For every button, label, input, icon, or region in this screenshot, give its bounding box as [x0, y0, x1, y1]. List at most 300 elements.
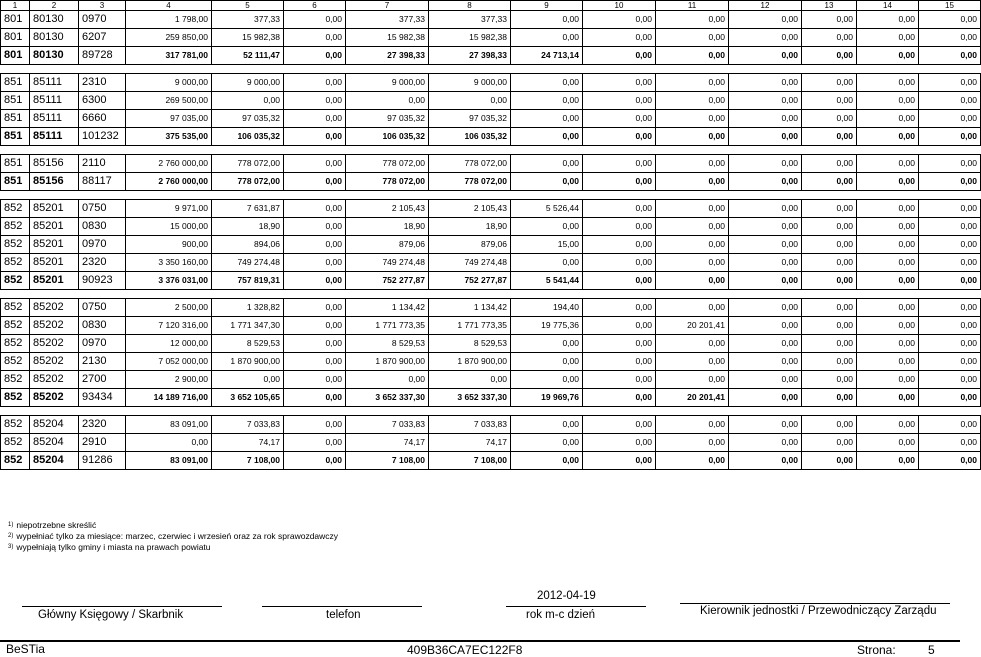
table-cell: 20 201,41 — [656, 389, 729, 407]
table-cell: 0,00 — [802, 317, 857, 335]
table-cell: 0,00 — [212, 371, 284, 389]
table-cell: 0,00 — [284, 299, 346, 317]
table-cell: 0,00 — [729, 236, 802, 254]
table-cell: 106 035,32 — [429, 128, 511, 146]
table-cell: 0,00 — [284, 236, 346, 254]
section-gap — [1, 191, 981, 200]
table-cell: 0,00 — [919, 47, 981, 65]
table-cell: 0,00 — [729, 200, 802, 218]
table-cell: 852 — [1, 452, 30, 470]
table-cell: 0,00 — [857, 299, 919, 317]
section-gap-cell — [1, 65, 981, 74]
table-cell: 0,00 — [802, 11, 857, 29]
table-cell: 0,00 — [583, 128, 656, 146]
table-cell: 0,00 — [511, 110, 583, 128]
table-cell: 9 000,00 — [346, 74, 429, 92]
table-cell: 0,00 — [583, 416, 656, 434]
table-cell: 0,00 — [802, 155, 857, 173]
table-cell: 24 713,14 — [511, 47, 583, 65]
phone-label: telefon — [326, 609, 361, 621]
table-cell: 0,00 — [802, 389, 857, 407]
table-row — [1, 29, 981, 47]
table-cell: 749 274,48 — [429, 254, 511, 272]
table-cell: 85202 — [30, 317, 79, 335]
table-cell: 0,00 — [656, 416, 729, 434]
table-cell: 377,33 — [429, 11, 511, 29]
table-cell: 377,33 — [346, 11, 429, 29]
table-row — [1, 371, 981, 389]
table-cell: 52 111,47 — [212, 47, 284, 65]
column-number: 6 — [284, 1, 346, 11]
table-cell: 0970 — [79, 11, 126, 29]
table-cell: 0,00 — [729, 218, 802, 236]
table-cell: 194,40 — [511, 299, 583, 317]
table-cell: 851 — [1, 155, 30, 173]
table-cell: 0,00 — [511, 128, 583, 146]
table-cell: 0,00 — [919, 299, 981, 317]
table-total-row — [1, 452, 981, 470]
table-cell: 0,00 — [857, 29, 919, 47]
table-cell: 0,00 — [583, 200, 656, 218]
table-cell: 3 652 337,30 — [346, 389, 429, 407]
table-cell: 749 274,48 — [346, 254, 429, 272]
table-cell: 0,00 — [729, 47, 802, 65]
table-cell: 0,00 — [919, 155, 981, 173]
table-cell: 97 035,00 — [126, 110, 212, 128]
table-cell: 0,00 — [583, 236, 656, 254]
table-cell: 0,00 — [284, 218, 346, 236]
table-cell: 0,00 — [583, 110, 656, 128]
table-cell: 0,00 — [729, 173, 802, 191]
column-number: 12 — [729, 1, 802, 11]
column-number: 10 — [583, 1, 656, 11]
table-cell: 0,00 — [802, 335, 857, 353]
table-cell: 0,00 — [857, 389, 919, 407]
table-cell: 757 819,31 — [212, 272, 284, 290]
table-cell: 0,00 — [284, 452, 346, 470]
column-number-row — [1, 1, 981, 11]
table-cell: 0,00 — [802, 371, 857, 389]
table-cell: 0,00 — [802, 200, 857, 218]
table-cell: 852 — [1, 353, 30, 371]
table-cell: 27 398,33 — [346, 47, 429, 65]
table-cell: 0,00 — [511, 218, 583, 236]
table-cell: 0,00 — [919, 353, 981, 371]
footnotes — [8, 520, 338, 553]
table-cell: 2320 — [79, 416, 126, 434]
table-cell: 19 775,36 — [511, 317, 583, 335]
table-cell: 0,00 — [212, 92, 284, 110]
table-cell: 0,00 — [583, 254, 656, 272]
table-cell: 0,00 — [583, 92, 656, 110]
table-cell: 852 — [1, 200, 30, 218]
column-number: 4 — [126, 1, 212, 11]
table-cell: 0,00 — [656, 272, 729, 290]
table-cell: 85201 — [30, 218, 79, 236]
table-cell: 85202 — [30, 371, 79, 389]
table-cell: 0,00 — [284, 353, 346, 371]
table-cell: 0,00 — [284, 155, 346, 173]
table-cell: 0,00 — [919, 74, 981, 92]
table-cell: 0,00 — [284, 128, 346, 146]
table-cell: 2310 — [79, 74, 126, 92]
table-cell: 0,00 — [857, 254, 919, 272]
table-cell: 85201 — [30, 254, 79, 272]
table-cell: 0,00 — [802, 299, 857, 317]
table-cell: 0,00 — [729, 272, 802, 290]
table-cell: 0,00 — [802, 74, 857, 92]
table-cell: 0,00 — [346, 92, 429, 110]
table-total-row — [1, 47, 981, 65]
table-cell: 0,00 — [919, 272, 981, 290]
table-cell: 0,00 — [346, 371, 429, 389]
table-cell: 0,00 — [284, 317, 346, 335]
table-cell: 852 — [1, 335, 30, 353]
table-cell: 0,00 — [919, 452, 981, 470]
table-cell: 1 870 900,00 — [212, 353, 284, 371]
table-cell: 85156 — [30, 173, 79, 191]
table-cell: 778 072,00 — [346, 155, 429, 173]
table-row — [1, 416, 981, 434]
table-cell: 85201 — [30, 236, 79, 254]
table-cell: 0,00 — [919, 335, 981, 353]
table-cell: 1 134,42 — [346, 299, 429, 317]
table-cell: 0,00 — [656, 371, 729, 389]
table-row — [1, 353, 981, 371]
table-cell: 3 652 105,65 — [212, 389, 284, 407]
table-row — [1, 200, 981, 218]
table-cell: 900,00 — [126, 236, 212, 254]
table-cell: 106 035,32 — [346, 128, 429, 146]
table-cell: 5 541,44 — [511, 272, 583, 290]
footnote-2: $^{2)}$ wypełniać tylko za miesiące: marzec, czerwiec i wrzesień oraz za rok sprawozdawczy — [8, 531, 339, 541]
table-cell: 894,06 — [212, 236, 284, 254]
table-cell: 0,00 — [656, 200, 729, 218]
table-cell: 0,00 — [429, 371, 511, 389]
table-cell: 0,00 — [511, 155, 583, 173]
table-cell: 0,00 — [284, 29, 346, 47]
table-cell: 0,00 — [284, 47, 346, 65]
table-cell: 879,06 — [429, 236, 511, 254]
table-cell: 85111 — [30, 74, 79, 92]
table-cell: 778 072,00 — [346, 173, 429, 191]
table-cell: 0,00 — [511, 11, 583, 29]
table-cell: 0,00 — [583, 353, 656, 371]
table-cell: 0,00 — [729, 11, 802, 29]
table-cell: 0,00 — [857, 218, 919, 236]
table-cell: 851 — [1, 128, 30, 146]
table-cell: 778 072,00 — [212, 155, 284, 173]
section-gap — [1, 407, 981, 416]
table-cell: 0,00 — [802, 236, 857, 254]
table-cell: 0,00 — [511, 335, 583, 353]
table-cell: 852 — [1, 416, 30, 434]
table-cell: 317 781,00 — [126, 47, 212, 65]
table-cell: 0,00 — [583, 272, 656, 290]
table-cell: 749 274,48 — [212, 254, 284, 272]
table-cell: 2 760 000,00 — [126, 173, 212, 191]
table-cell: 0970 — [79, 236, 126, 254]
table-cell: 852 — [1, 434, 30, 452]
table-cell: 0,00 — [511, 416, 583, 434]
column-number: 7 — [346, 1, 429, 11]
table-total-row — [1, 128, 981, 146]
table-cell: 259 850,00 — [126, 29, 212, 47]
table-cell: 0,00 — [284, 110, 346, 128]
table-cell: 0,00 — [511, 74, 583, 92]
table-cell: 2110 — [79, 155, 126, 173]
table-cell: 7 108,00 — [429, 452, 511, 470]
table-cell: 7 108,00 — [346, 452, 429, 470]
table-cell: 0,00 — [284, 389, 346, 407]
table-cell: 93434 — [79, 389, 126, 407]
table-cell: 19 969,76 — [511, 389, 583, 407]
table-cell: 0,00 — [656, 74, 729, 92]
table-cell: 7 052 000,00 — [126, 353, 212, 371]
table-cell: 0,00 — [284, 92, 346, 110]
table-cell: 85202 — [30, 335, 79, 353]
app-name: BeSTia — [6, 642, 45, 656]
table-cell: 0,00 — [511, 173, 583, 191]
table-cell: 0,00 — [656, 155, 729, 173]
table-cell: 8 529,53 — [212, 335, 284, 353]
table-cell: 0,00 — [583, 434, 656, 452]
table-cell: 852 — [1, 371, 30, 389]
table-cell: 9 000,00 — [429, 74, 511, 92]
table-cell: 0,00 — [857, 416, 919, 434]
table-cell: 0,00 — [284, 173, 346, 191]
table-cell: 269 500,00 — [126, 92, 212, 110]
table-cell: 0,00 — [857, 335, 919, 353]
column-number: 2 — [30, 1, 79, 11]
table-cell: 85156 — [30, 155, 79, 173]
table-cell: 0,00 — [919, 173, 981, 191]
table-cell: 0,00 — [284, 416, 346, 434]
table-cell: 2700 — [79, 371, 126, 389]
table-cell: 0,00 — [729, 434, 802, 452]
table-cell: 0,00 — [656, 173, 729, 191]
column-number: 8 — [429, 1, 511, 11]
table-cell: 0,00 — [919, 317, 981, 335]
table-cell: 852 — [1, 299, 30, 317]
table-cell: 7 033,83 — [212, 416, 284, 434]
head-signature-label: Kierownik jednostki / Przewodniczący Zarządu — [700, 605, 937, 617]
table-cell: 90923 — [79, 272, 126, 290]
table-cell: 9 000,00 — [126, 74, 212, 92]
table-cell: 0,00 — [857, 200, 919, 218]
table-cell: 8 529,53 — [346, 335, 429, 353]
table-cell: 0,00 — [802, 29, 857, 47]
table-cell: 89728 — [79, 47, 126, 65]
page-label: Strona: — [857, 643, 896, 657]
table-cell: 0,00 — [729, 128, 802, 146]
table-cell: 752 277,87 — [346, 272, 429, 290]
table-cell: 8 529,53 — [429, 335, 511, 353]
table-cell: 0,00 — [583, 155, 656, 173]
table-cell: 0,00 — [583, 389, 656, 407]
table-cell: 0,00 — [583, 173, 656, 191]
table-cell: 15 982,38 — [212, 29, 284, 47]
table-cell: 0,00 — [802, 110, 857, 128]
table-cell: 27 398,33 — [429, 47, 511, 65]
table-cell: 0,00 — [919, 371, 981, 389]
table-cell: 0,00 — [656, 11, 729, 29]
table-row — [1, 110, 981, 128]
section-gap — [1, 290, 981, 299]
table-cell: 0,00 — [126, 434, 212, 452]
table-total-row — [1, 173, 981, 191]
table-cell: 0,00 — [656, 335, 729, 353]
table-cell: 0,00 — [729, 335, 802, 353]
table-cell: 0,00 — [919, 29, 981, 47]
table-cell: 0750 — [79, 299, 126, 317]
table-cell: 7 108,00 — [212, 452, 284, 470]
table-cell: 1 870 900,00 — [346, 353, 429, 371]
table-cell: 0,00 — [729, 371, 802, 389]
table-cell: 0,00 — [919, 218, 981, 236]
table-cell: 85202 — [30, 353, 79, 371]
table-cell: 0,00 — [656, 254, 729, 272]
table-row — [1, 218, 981, 236]
section-gap-cell — [1, 146, 981, 155]
table-cell: 879,06 — [346, 236, 429, 254]
table-cell: 85202 — [30, 299, 79, 317]
column-number: 11 — [656, 1, 729, 11]
document-code: 409B36CA7EC122F8 — [407, 643, 523, 657]
table-cell: 0,00 — [511, 434, 583, 452]
table-cell: 2 760 000,00 — [126, 155, 212, 173]
table-cell: 851 — [1, 173, 30, 191]
table-cell: 0,00 — [919, 11, 981, 29]
table-cell: 0,00 — [656, 236, 729, 254]
table-cell: 0,00 — [857, 110, 919, 128]
table-cell: 74,17 — [346, 434, 429, 452]
table-row — [1, 92, 981, 110]
table-cell: 0,00 — [802, 173, 857, 191]
column-number: 5 — [212, 1, 284, 11]
table-cell: 0,00 — [656, 218, 729, 236]
table-cell: 0,00 — [284, 11, 346, 29]
table-row — [1, 155, 981, 173]
table-cell: 851 — [1, 74, 30, 92]
table-cell: 0,00 — [656, 353, 729, 371]
table-cell: 0,00 — [802, 128, 857, 146]
table-cell: 85201 — [30, 272, 79, 290]
table-cell: 80130 — [30, 11, 79, 29]
table-cell: 0,00 — [511, 254, 583, 272]
table-cell: 18,90 — [429, 218, 511, 236]
table-cell: 3 350 160,00 — [126, 254, 212, 272]
table-cell: 97 035,32 — [346, 110, 429, 128]
table-cell: 778 072,00 — [212, 173, 284, 191]
report-date: 2012-04-19 — [537, 590, 596, 602]
table-cell: 97 035,32 — [212, 110, 284, 128]
table-cell: 852 — [1, 317, 30, 335]
table-cell: 74,17 — [212, 434, 284, 452]
table-cell: 778 072,00 — [429, 173, 511, 191]
table-cell: 0,00 — [583, 29, 656, 47]
table-cell: 15 982,38 — [346, 29, 429, 47]
table-cell: 852 — [1, 236, 30, 254]
table-cell: 0,00 — [284, 200, 346, 218]
table-cell: 1 798,00 — [126, 11, 212, 29]
table-cell: 0,00 — [729, 110, 802, 128]
section-gap-cell — [1, 407, 981, 416]
table-cell: 0,00 — [511, 371, 583, 389]
page-number: 5 — [928, 643, 935, 657]
table-row — [1, 434, 981, 452]
table-cell: 0,00 — [729, 389, 802, 407]
table-cell: 14 189 716,00 — [126, 389, 212, 407]
table-cell: 9 971,00 — [126, 200, 212, 218]
section-gap-cell — [1, 290, 981, 299]
table-cell: 2 500,00 — [126, 299, 212, 317]
table-cell: 7 033,83 — [346, 416, 429, 434]
table-cell: 0,00 — [656, 128, 729, 146]
table-cell: 15 000,00 — [126, 218, 212, 236]
table-cell: 0,00 — [857, 236, 919, 254]
table-cell: 85111 — [30, 128, 79, 146]
table-cell: 20 201,41 — [656, 317, 729, 335]
table-cell: 0,00 — [656, 110, 729, 128]
table-cell: 0,00 — [857, 128, 919, 146]
table-cell: 0,00 — [583, 371, 656, 389]
table-cell: 0,00 — [857, 155, 919, 173]
table-row — [1, 299, 981, 317]
table-total-row — [1, 272, 981, 290]
section-gap-cell — [1, 191, 981, 200]
table-cell: 2320 — [79, 254, 126, 272]
table-cell: 0,00 — [919, 236, 981, 254]
table-cell: 91286 — [79, 452, 126, 470]
table-cell: 0,00 — [857, 92, 919, 110]
table-row — [1, 74, 981, 92]
table-cell: 0,00 — [919, 434, 981, 452]
table-cell: 0,00 — [802, 353, 857, 371]
table-cell: 0,00 — [284, 335, 346, 353]
table-cell: 0,00 — [729, 317, 802, 335]
table-cell: 0,00 — [729, 353, 802, 371]
table-cell: 0,00 — [284, 74, 346, 92]
table-cell: 18,90 — [212, 218, 284, 236]
table-cell: 106 035,32 — [212, 128, 284, 146]
table-cell: 0,00 — [919, 254, 981, 272]
table-cell: 0,00 — [802, 218, 857, 236]
table-cell: 0,00 — [919, 92, 981, 110]
table-cell: 0,00 — [656, 92, 729, 110]
table-cell: 6207 — [79, 29, 126, 47]
table-cell: 0,00 — [729, 155, 802, 173]
table-cell: 80130 — [30, 47, 79, 65]
table-cell: 0,00 — [857, 173, 919, 191]
table-cell: 0,00 — [729, 254, 802, 272]
head-signature-line — [680, 603, 950, 604]
table-cell: 1 870 900,00 — [429, 353, 511, 371]
table-cell: 101232 — [79, 128, 126, 146]
table-cell: 85111 — [30, 110, 79, 128]
table-cell: 2 105,43 — [429, 200, 511, 218]
table-cell: 0,00 — [802, 47, 857, 65]
table-cell: 85204 — [30, 434, 79, 452]
table-cell: 0,00 — [729, 29, 802, 47]
table-cell: 7 631,87 — [212, 200, 284, 218]
table-cell: 97 035,32 — [429, 110, 511, 128]
table-cell: 0,00 — [802, 434, 857, 452]
footnote-1: $^{1)}$ niepotrzebne skreślić — [8, 520, 97, 530]
column-number: 3 — [79, 1, 126, 11]
table-cell: 88117 — [79, 173, 126, 191]
table-cell: 0,00 — [583, 218, 656, 236]
